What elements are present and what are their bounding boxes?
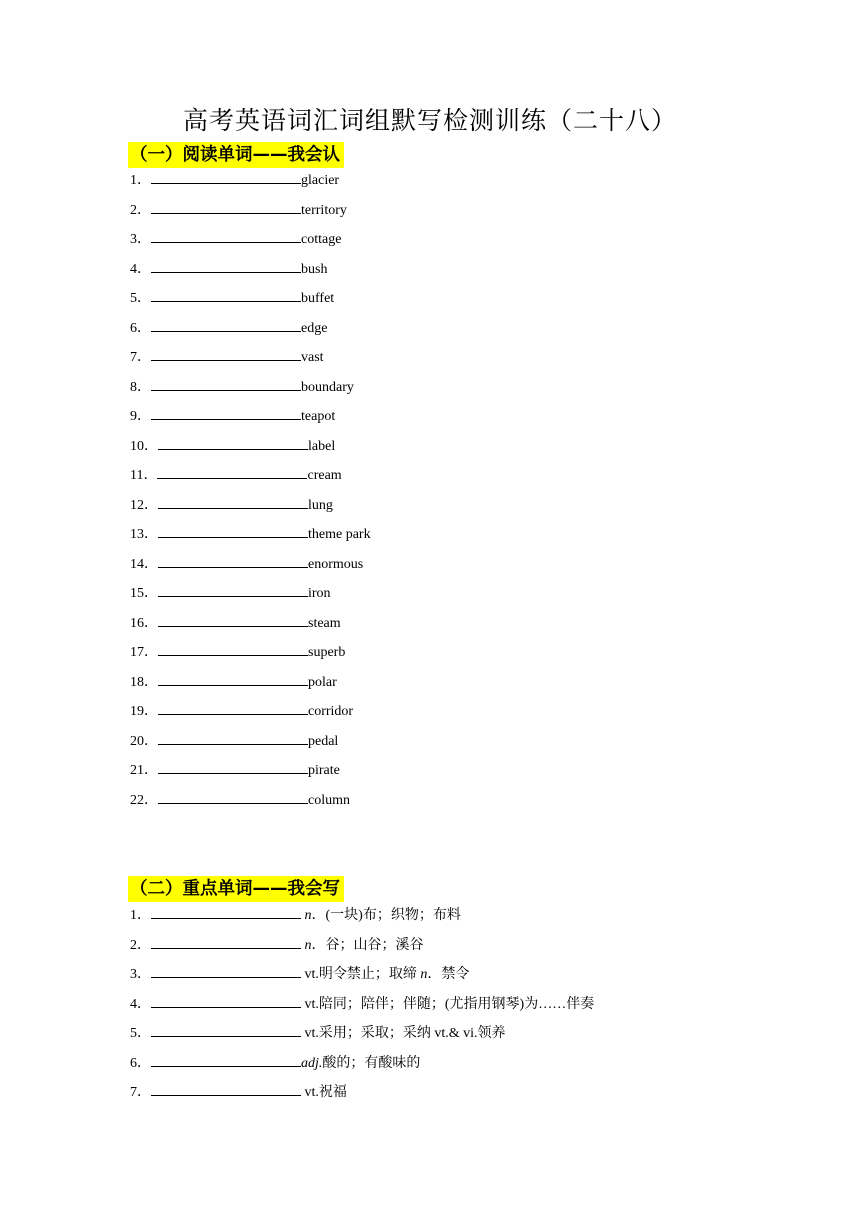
list-item — [130, 905, 594, 935]
item-definition-2: ．禁令 — [427, 967, 470, 982]
item-number: 14． — [130, 556, 158, 572]
answer-blank[interactable] — [151, 347, 301, 361]
answer-blank[interactable] — [158, 554, 308, 568]
list-item — [130, 259, 371, 289]
item-number: 7． — [130, 1085, 151, 1100]
part-of-speech: n — [304, 937, 312, 953]
list-item — [130, 465, 371, 495]
item-word: pedal — [308, 733, 339, 749]
list-item — [130, 524, 371, 554]
list-item — [130, 790, 371, 820]
answer-blank[interactable] — [151, 1082, 301, 1096]
item-number: 11． — [130, 468, 158, 483]
list-item — [130, 1023, 594, 1053]
section-heading-reading-words: （一）阅读单词——我会认 — [128, 142, 344, 168]
item-word: polar — [308, 674, 337, 690]
answer-blank[interactable] — [157, 465, 307, 479]
item-definition: vt.明令禁止；取缔 — [304, 967, 421, 982]
item-word: corridor — [308, 704, 354, 719]
item-number: 19． — [130, 704, 158, 719]
list-item — [130, 406, 371, 436]
item-number: 12． — [130, 497, 158, 513]
item-word: enormous — [308, 556, 364, 572]
answer-blank[interactable] — [158, 760, 308, 774]
part-of-speech: n — [420, 967, 428, 982]
answer-blank[interactable] — [151, 905, 301, 919]
item-definition: ．谷；山谷；溪谷 — [311, 937, 424, 953]
item-number: 13． — [130, 527, 158, 542]
list-item — [130, 229, 371, 259]
answer-blank[interactable] — [151, 259, 301, 273]
answer-blank[interactable] — [151, 318, 301, 332]
item-word: bush — [301, 261, 328, 277]
list-item — [130, 994, 594, 1024]
answer-blank[interactable] — [151, 935, 301, 949]
answer-blank[interactable] — [158, 436, 308, 450]
list-item — [130, 672, 371, 702]
list-item — [130, 347, 371, 377]
part-of-speech: adj. — [301, 1055, 323, 1071]
list-item — [130, 964, 594, 994]
item-word: iron — [308, 586, 331, 601]
item-number: 9． — [130, 409, 151, 424]
item-word: edge — [301, 320, 328, 336]
item-word: cottage — [301, 232, 342, 247]
answer-blank[interactable] — [158, 613, 308, 627]
item-word: column — [308, 792, 350, 808]
item-number: 2． — [130, 937, 151, 953]
item-number: 10． — [130, 438, 158, 454]
key-word-list — [130, 905, 594, 1112]
item-number: 21． — [130, 763, 158, 778]
list-item — [130, 554, 371, 584]
reading-word-list — [130, 170, 371, 819]
list-item — [130, 613, 371, 643]
answer-blank[interactable] — [151, 1023, 301, 1037]
answer-blank[interactable] — [151, 1053, 301, 1067]
list-item — [130, 1053, 594, 1083]
item-definition: ．(一块)布；织物；布料 — [311, 908, 461, 923]
item-word: teapot — [301, 409, 336, 424]
item-word: boundary — [301, 379, 354, 395]
answer-blank[interactable] — [158, 731, 308, 745]
item-word: territory — [301, 202, 347, 218]
item-word: buffet — [301, 291, 335, 306]
answer-blank[interactable] — [158, 524, 308, 538]
answer-blank[interactable] — [151, 377, 301, 391]
answer-blank[interactable] — [151, 200, 301, 214]
item-number: 20． — [130, 733, 158, 749]
item-number: 1． — [130, 173, 151, 188]
item-word: lung — [308, 497, 333, 513]
item-number: 5． — [130, 291, 151, 306]
item-number: 3． — [130, 967, 151, 982]
answer-blank[interactable] — [151, 288, 301, 302]
list-item — [130, 642, 371, 672]
item-number: 4． — [130, 261, 151, 277]
item-number: 17． — [130, 645, 158, 660]
list-item — [130, 200, 371, 230]
item-word: superb — [308, 645, 346, 660]
item-number: 7． — [130, 350, 151, 365]
item-definition: vt.采用；采取；采纳 vt.& vi.领养 — [304, 1026, 506, 1041]
list-item — [130, 495, 371, 525]
item-number: 3． — [130, 232, 151, 247]
answer-blank[interactable] — [151, 170, 301, 184]
item-number: 4． — [130, 996, 151, 1012]
item-word: steam — [308, 615, 341, 631]
item-definition: vt.陪同；陪伴；伴随；(尤指用钢琴)为……伴奏 — [304, 996, 595, 1012]
answer-blank[interactable] — [158, 701, 308, 715]
item-definition: 酸的；有酸味的 — [322, 1055, 421, 1071]
answer-blank[interactable] — [158, 583, 308, 597]
list-item — [130, 288, 371, 318]
item-word: glacier — [301, 173, 340, 188]
item-word: vast — [301, 350, 324, 365]
answer-blank[interactable] — [151, 994, 301, 1008]
answer-blank[interactable] — [151, 406, 301, 420]
item-number: 22． — [130, 792, 158, 808]
item-definition: vt.祝福 — [304, 1085, 347, 1100]
item-number: 1． — [130, 908, 151, 923]
list-item — [130, 731, 371, 761]
item-word: theme park — [308, 527, 371, 542]
list-item — [130, 760, 371, 790]
answer-blank[interactable] — [151, 229, 301, 243]
answer-blank[interactable] — [158, 790, 308, 804]
item-number: 18． — [130, 674, 158, 690]
item-number: 6． — [130, 1055, 151, 1071]
list-item — [130, 935, 594, 965]
item-number: 2． — [130, 202, 151, 218]
item-number: 5． — [130, 1026, 151, 1041]
part-of-speech: n — [304, 908, 312, 923]
item-number: 15． — [130, 586, 158, 601]
item-number: 8． — [130, 379, 151, 395]
answer-blank[interactable] — [158, 642, 308, 656]
list-item — [130, 170, 371, 200]
answer-blank[interactable] — [151, 964, 301, 978]
page-title: 高考英语词汇词组默写检测训练（二十八） — [182, 106, 677, 135]
item-word: label — [308, 438, 336, 454]
section-heading-key-words: （二）重点单词——我会写 — [128, 876, 344, 902]
list-item — [130, 318, 371, 348]
answer-blank[interactable] — [158, 672, 308, 686]
item-number: 16． — [130, 615, 158, 631]
item-number: 6． — [130, 320, 151, 336]
list-item — [130, 436, 371, 466]
list-item — [130, 583, 371, 613]
item-word: cream — [307, 468, 342, 483]
list-item — [130, 1082, 594, 1112]
list-item — [130, 701, 371, 731]
list-item — [130, 377, 371, 407]
item-word: pirate — [308, 763, 340, 778]
answer-blank[interactable] — [158, 495, 308, 509]
